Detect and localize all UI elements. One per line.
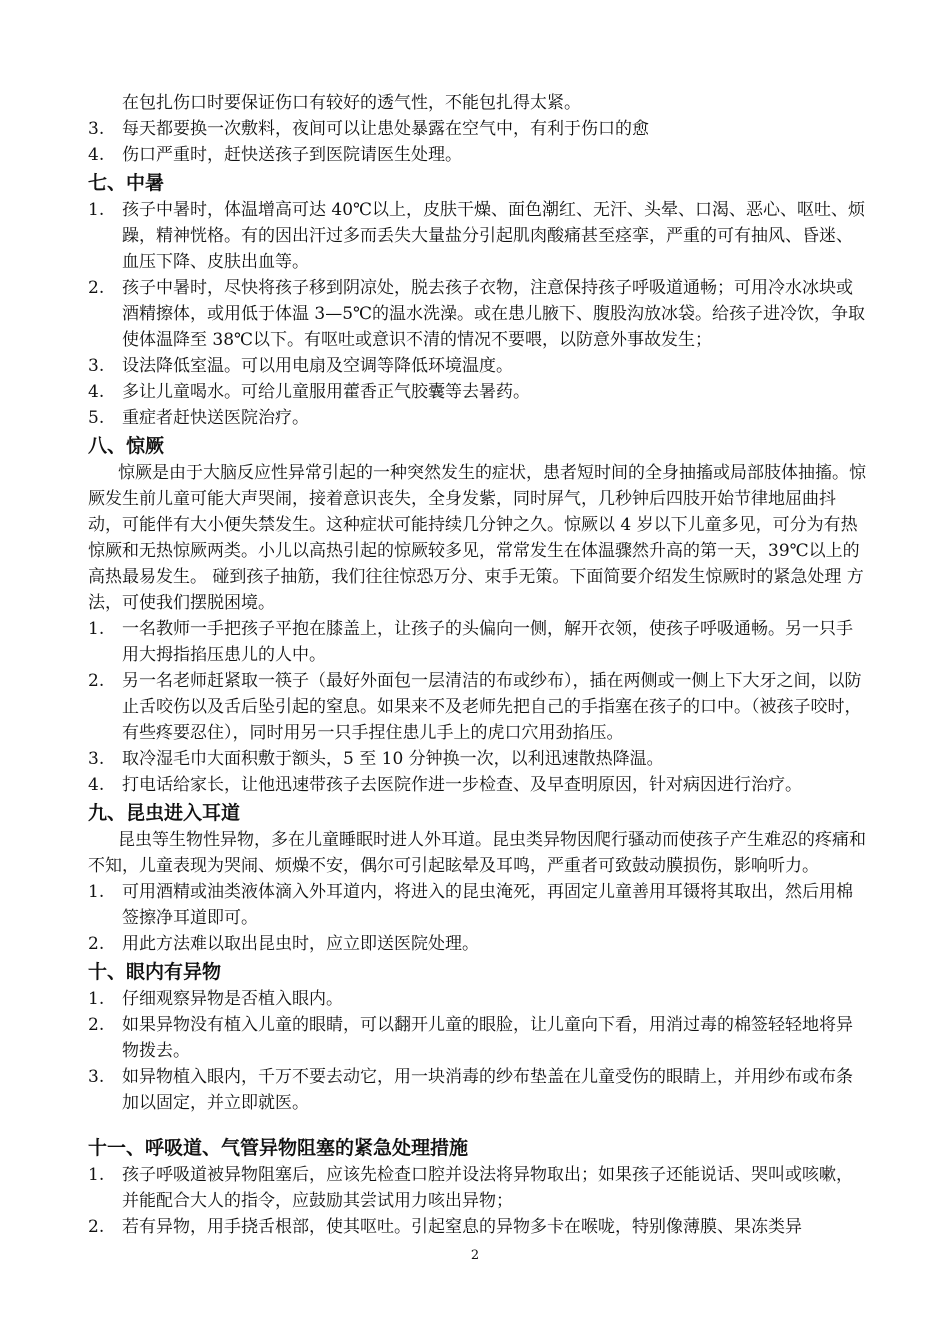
list-item <box>88 379 868 405</box>
list-item <box>88 197 868 275</box>
item-text: 可用酒精或油类液体滴入外耳道内，将进入的昆虫淹死，再固定儿童善用耳镊将其取出，然后用棉签擦净耳道即可。 <box>122 882 853 928</box>
item-text: 多让儿童喝水。可给儿童服用藿香正气胶囊等去暑药。 <box>122 382 530 402</box>
item-text: 仔细观察异物是否植入眼内。 <box>122 989 343 1009</box>
item-text: 用此方法难以取出昆虫时，应立即送医院处理。 <box>122 934 479 954</box>
item-text: 打电话给家长，让他迅速带孩子去医院作进一步检查、及早查明原因，针对病因进行治疗。 <box>122 775 802 795</box>
item-number: 3. <box>88 356 105 376</box>
item-number: 2. <box>88 671 105 691</box>
list-item <box>88 405 868 431</box>
item-text: 重症者赶快送医院治疗。 <box>122 408 309 428</box>
item-number: 4. <box>88 775 105 795</box>
list-item <box>88 668 868 746</box>
item-text: 孩子中暑时，体温增高可达 40℃以上，皮肤干燥、面色潮红、无汗、头晕、口渴、恶心、呕吐、烦躁，精神恍格。有的因出汗过多而丢失大量盐分引起肌肉酸痛甚至痉挛，严重的可有抽风、昏迷、血压下降、皮肤出血等。 <box>122 200 866 272</box>
list-item <box>88 879 868 931</box>
item-number: 4. <box>88 382 105 402</box>
item-number: 2. <box>88 278 105 298</box>
item-text: 孩子中暑时，尽快将孩子移到阴凉处，脱去孩子衣物，注意保持孩子呼吸道通畅；可用冷水冰块或酒精擦体，或用低于体温 3—5℃的温水洗澡。或在患儿腋下、腹股沟放冰袋。给孩子进冷饮，争取使体温降至 38℃以下。有呕吐或意识不清的情况不要喂，以防意外事故发生； <box>122 278 866 350</box>
item-number: 1. <box>88 1165 105 1185</box>
item-text: 如异物植入眼内，千万不要去动它，用一块消毒的纱布垫盖在儿童受伤的眼睛上，并用纱布或布条加以固定，并立即就医。 <box>122 1067 853 1113</box>
item-number: 3. <box>88 749 105 769</box>
item-number: 3. <box>88 1067 105 1087</box>
item-number: 4. <box>88 145 105 165</box>
item-number: 1. <box>88 619 105 639</box>
list-item <box>88 353 868 379</box>
list-item <box>88 931 868 957</box>
list-item <box>88 1012 868 1064</box>
section-heading-convulsion: 八、惊厥 <box>88 435 165 457</box>
section-heading-insect-ear: 九、昆虫进入耳道 <box>88 802 241 824</box>
section-heading-eye-foreign-body: 十、眼内有异物 <box>88 961 222 983</box>
list-item <box>88 616 868 668</box>
item-number: 2. <box>88 1217 105 1237</box>
list-item <box>88 1162 868 1214</box>
section-paragraph: 惊厥是由于大脑反应性异常引起的一种突然发生的症状，患者短时间的全身抽搐或局部肢体抽搐。惊厥发生前儿童可能大声哭闹，接着意识丧失，全身发紫，同时屏气，几秒钟后四肢开始节律地屈曲抖动，可能伴有大小便失禁发生。这种症状可能持续几分钟之久。惊厥以 4 岁以下儿童多见，可分为有热惊厥和无热惊厥两类。小儿以高热引起的惊厥较多见，常常发生在体温骤然升高的第一天，39℃以上的高热最易发生。 碰到孩子抽筋，我们往往惊恐万分、束手无策。下面简要介绍发生惊厥时的紧急处理 方法，可使我们摆脱困境。 <box>88 463 866 613</box>
item-number: 5. <box>88 408 105 428</box>
list-item <box>88 275 868 353</box>
item-text: 伤口严重时，赶快送孩子到医院请医生处理。 <box>122 145 462 165</box>
item-number: 2. <box>88 1015 105 1035</box>
item-text: 如果异物没有植入儿童的眼睛，可以翻开儿童的眼脸，让儿童向下看，用消过毒的棉签轻轻地将异物拨去。 <box>122 1015 853 1061</box>
section-heading-heatstroke: 七、中暑 <box>88 172 165 194</box>
section-paragraph: 昆虫等生物性异物，多在儿童睡眠时进人外耳道。昆虫类异物因爬行骚动而使孩子产生难忍的疼痛和不知，儿童表现为哭闹、烦燥不安，偶尔可引起眩晕及耳鸣，严重者可致鼓动膜损伤，影响听力。 <box>88 830 866 876</box>
item-number: 1. <box>88 989 105 1009</box>
page-number: 2 <box>470 1248 480 1263</box>
section-heading-airway-obstruction: 十一、呼吸道、气管异物阻塞的紧急处理措施 <box>88 1137 469 1159</box>
item-text: 一名教师一手把孩子平抱在膝盖上，让孩子的头偏向一侧，解开衣领，使孩子呼吸通畅。另一只手用大拇指掐压患儿的人中。 <box>122 619 853 665</box>
list-item <box>88 986 868 1012</box>
item-number: 1. <box>88 882 105 902</box>
item-text: 另一名老师赶紧取一筷子（最好外面包一层清洁的布或纱布），插在两侧或一侧上下大牙之间，以防止舌咬伤以及舌后坠引起的窒息。如果来不及老师先把自己的手指塞在孩子的口中。（被孩子咬时，有些疼要忍住），同时用另一只手捏住患儿手上的虎口穴用劲掐压。 <box>122 671 862 743</box>
list-item <box>88 1064 868 1116</box>
list-item <box>88 116 868 142</box>
item-text: 取冷湿毛巾大面积敷于额头，5 至 10 分钟换一次，以利迅速散热降温。 <box>122 749 664 769</box>
item-text: 若有异物，用手挠舌根部，使其呕吐。引起窒息的异物多卡在喉咙，特别像薄膜、果冻类异 <box>122 1217 802 1237</box>
page-content <box>88 90 868 1240</box>
item-text: 设法降低室温。可以用电扇及空调等降低环境温度。 <box>122 356 513 376</box>
list-item <box>88 772 868 798</box>
list-item <box>88 142 868 168</box>
item-number: 1. <box>88 200 105 220</box>
item-number: 3. <box>88 119 105 139</box>
item-text: 每天都要换一次敷料，夜间可以让患处暴露在空气中，有利于伤口的愈 <box>122 119 649 139</box>
list-item <box>88 746 868 772</box>
continuation-text: 在包扎伤口时要保证伤口有较好的透气性，不能包扎得太紧。 <box>122 93 581 113</box>
item-number: 2. <box>88 934 105 954</box>
item-text: 孩子呼吸道被异物阻塞后，应该先检查口腔并设法将异物取出；如果孩子还能说话、哭叫或咳嗽，并能配合大人的指令，应鼓励其尝试用力咳出异物； <box>122 1165 853 1211</box>
list-item <box>88 1214 868 1240</box>
